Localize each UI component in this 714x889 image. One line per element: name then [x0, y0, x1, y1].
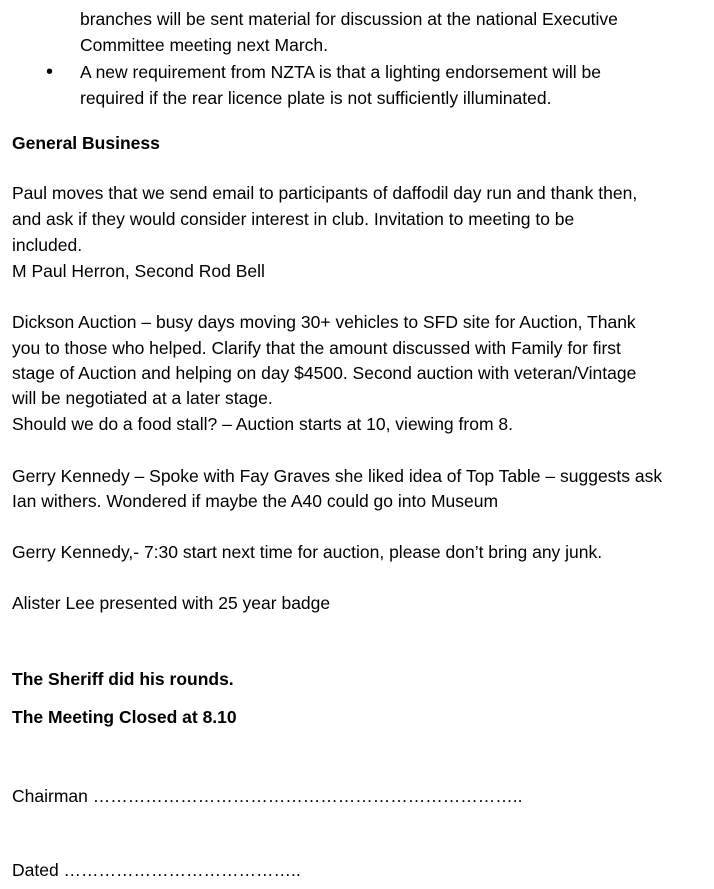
para3-line-2: Ian withers. Wondered if maybe the A40 could go into Museum: [12, 491, 499, 511]
dated-line: Dated …………………………………..: [12, 860, 301, 880]
general-business-heading: General Business: [12, 133, 160, 153]
para5-line: Alister Lee presented with 25 year badge: [12, 593, 331, 613]
para3-line-1: Gerry Kennedy – Spoke with Fay Graves she liked idea of Top Table – suggests ask: [12, 466, 663, 486]
sheriff-line: The Sheriff did his rounds.: [12, 669, 234, 689]
para1-line-4: M Paul Herron, Second Rod Bell: [12, 261, 265, 281]
meeting-closed-line: The Meeting Closed at 8.10: [12, 707, 237, 727]
para2-line-3: stage of Auction and helping on day $4500. Second auction with veteran/Vintage: [12, 363, 637, 383]
bullet-line-2: required if the rear licence plate is not sufficiently illuminated.: [80, 88, 552, 108]
continuation-line-2: Committee meeting next March.: [80, 35, 329, 55]
para1-line-2: and ask if they would consider interest in club. Invitation to meeting to be: [12, 209, 575, 229]
para2-line-5: Should we do a food stall? – Auction starts at 10, viewing from 8.: [12, 414, 513, 434]
para1-line-3: included.: [12, 235, 83, 255]
continuation-line-1: branches will be sent material for discussion at the national Executive: [80, 9, 618, 29]
bullet-line-1: A new requirement from NZTA is that a lighting endorsement will be: [80, 62, 602, 82]
chairman-signature-line: Chairman ………………………………………………………………..: [12, 786, 523, 806]
para2-line-1: Dickson Auction – busy days moving 30+ vehicles to SFD site for Auction, Thank: [12, 312, 636, 332]
para2-line-4: will be negotiated at a later stage.: [12, 388, 273, 408]
para1-line-1: Paul moves that we send email to participants of daffodil day run and thank then,: [12, 183, 638, 203]
para4-line: Gerry Kennedy,- 7:30 start next time for auction, please don’t bring any junk.: [12, 542, 603, 562]
para2-line-2: you to those who helped. Clarify that the amount discussed with Family for first: [12, 338, 621, 358]
bullet-icon: •: [46, 61, 54, 83]
